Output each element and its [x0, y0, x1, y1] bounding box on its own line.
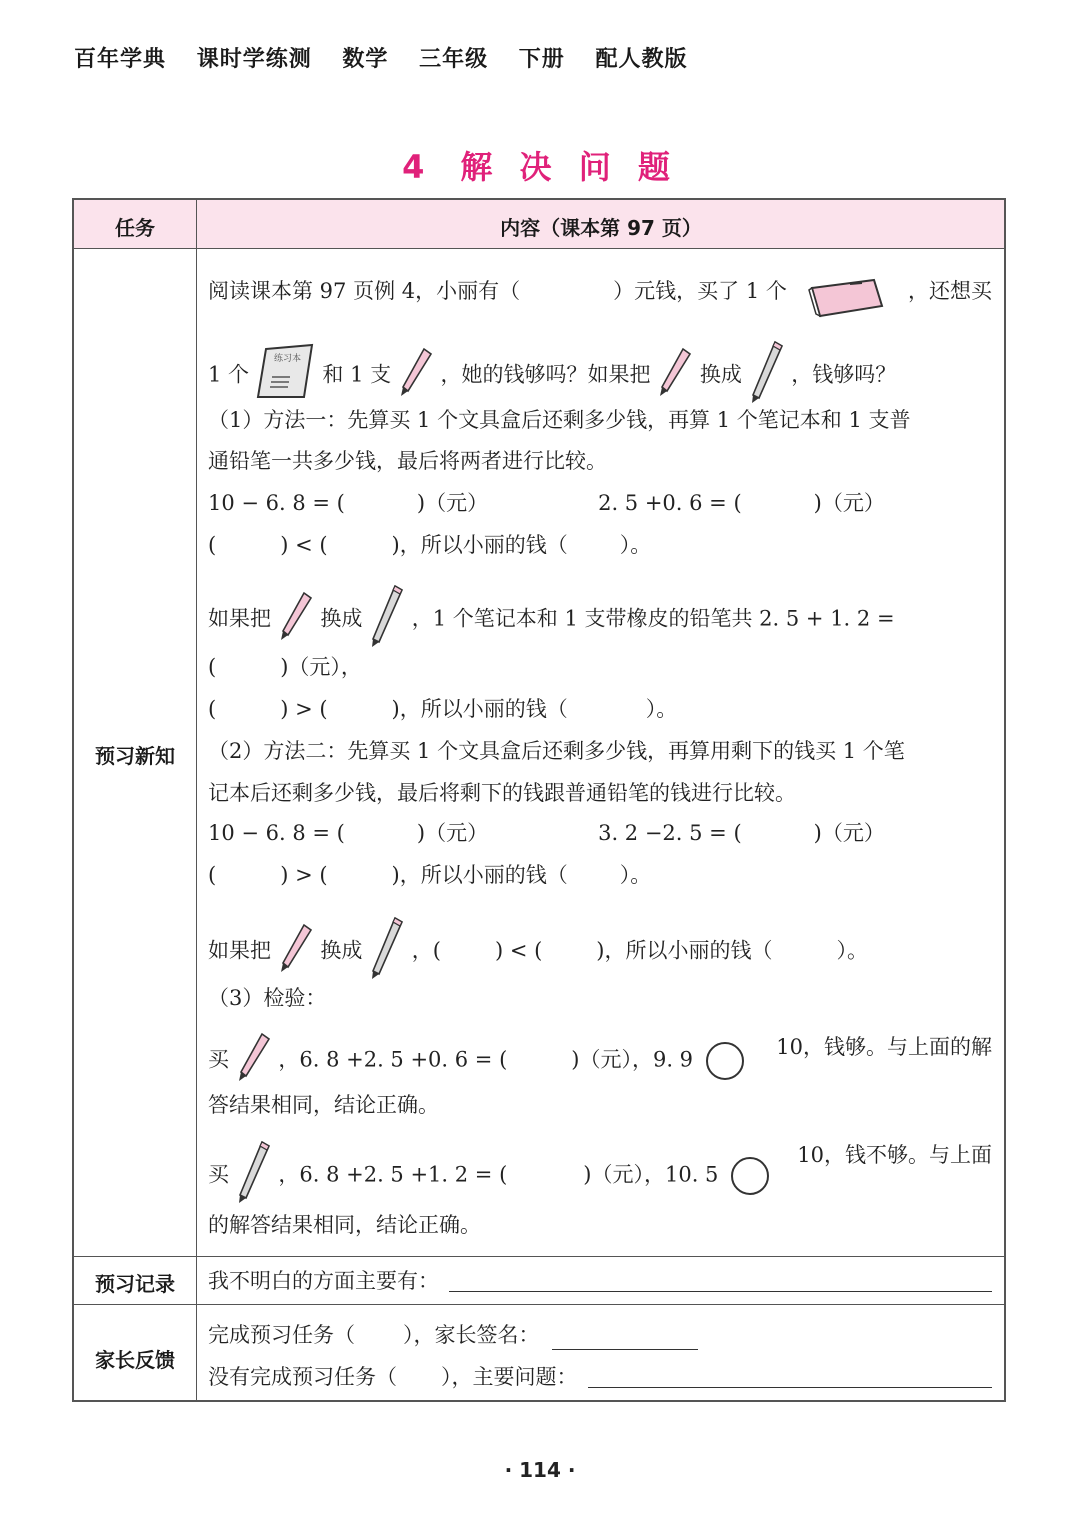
text: ( — [208, 697, 217, 721]
eraser-pencil-icon — [236, 1140, 272, 1212]
content-line: （2）方法二：先算买 1 个文具盒后还剩多少钱，再算用剩下的钱买 1 个笔 — [208, 739, 905, 763]
header-item: 三年级 — [419, 47, 489, 72]
text: ( — [208, 863, 217, 887]
content-line — [208, 1032, 992, 1090]
eraser-pencil-icon — [749, 340, 785, 412]
text: ，6. 8 +2. 5 +1. 2 = ( — [278, 1162, 508, 1187]
content-line — [208, 652, 992, 682]
text: 没有完成预习任务（ — [208, 1365, 397, 1389]
text: 和 1 支 — [322, 362, 392, 387]
head-content: 内容（课本第 97 页） — [500, 216, 702, 240]
content-line — [208, 694, 992, 724]
text: 买 — [208, 1162, 229, 1187]
pencil-icon — [278, 591, 314, 649]
text: 1 个 — [208, 362, 250, 387]
text: ，6. 8 +2. 5 +0. 6 = ( — [278, 1047, 508, 1072]
text: ，钱够吗？ — [791, 362, 897, 387]
record-label: 我不明白的方面主要有： — [208, 1269, 439, 1293]
text: 2. 5 +0. 6 = ( — [598, 491, 742, 515]
lesson-table — [72, 198, 1006, 1402]
text: ) < ( — [494, 938, 543, 963]
content-line — [208, 818, 992, 848]
content-line — [208, 276, 992, 328]
text: ) < ( — [280, 533, 328, 557]
pencil-icon — [236, 1032, 272, 1090]
text: ，她的钱够吗？如果把 — [440, 362, 651, 387]
text: ) > ( — [280, 863, 328, 887]
content-line: （3）检验： — [208, 986, 327, 1010]
text: )（元）， — [280, 655, 362, 679]
header-item: 课时学练测 — [196, 47, 312, 72]
text: )（元），9. 9 — [571, 1047, 694, 1072]
record-input-line[interactable] — [449, 1269, 992, 1292]
text: 10，钱够。与上面的解 — [776, 1035, 992, 1059]
text: ）。 — [645, 697, 678, 721]
text: ( — [208, 655, 217, 679]
text: 换成 — [320, 606, 363, 631]
header-item: 百年学典 — [74, 47, 167, 72]
text: )，所以小丽的钱（ — [596, 938, 773, 963]
text: ）。 — [619, 863, 652, 887]
head-task: 任务 — [115, 216, 155, 240]
content-line: 的解答结果相同，结论正确。 — [208, 1213, 481, 1237]
compare-circle[interactable] — [706, 1042, 744, 1080]
content-line — [208, 860, 992, 890]
compare-circle[interactable] — [731, 1157, 769, 1195]
text: 完成预习任务（ — [208, 1323, 355, 1347]
content-line: 记本后还剩多少钱，最后将剩下的钱跟普通铅笔的钱进行比较。 — [208, 781, 796, 805]
eraser-pencil-icon — [369, 584, 405, 656]
text: 换成 — [699, 362, 742, 387]
text: )，所以小丽的钱（ — [391, 697, 568, 721]
text: ( — [208, 533, 217, 557]
text: )（元） — [416, 821, 489, 845]
header-item: 配人教版 — [595, 47, 688, 72]
feedback-line — [208, 1362, 992, 1392]
text: 换成 — [320, 938, 363, 963]
row-label-preview: 预习新知 — [95, 744, 175, 768]
content-line: 通铅笔一共多少钱，最后将两者进行比较。 — [208, 449, 607, 473]
text: 10 − 6. 8 = ( — [208, 821, 345, 845]
row-label-feedback: 家长反馈 — [95, 1348, 175, 1372]
text: ）。 — [619, 533, 652, 557]
text: 如果把 — [208, 938, 271, 963]
problem-input-line[interactable] — [588, 1365, 993, 1388]
content-line — [208, 1140, 992, 1212]
page-title — [0, 142, 1080, 188]
row-divider — [74, 1304, 1004, 1305]
text: 10 − 6. 8 = ( — [208, 491, 345, 515]
text: 3. 2 −2. 5 = ( — [598, 821, 742, 845]
content-line — [208, 530, 992, 560]
notebook-label: 练习本 — [273, 354, 301, 364]
content-line: 答结果相同，结论正确。 — [208, 1093, 439, 1117]
content-line — [208, 584, 992, 656]
row-divider — [74, 248, 1004, 249]
text: ，( — [411, 938, 441, 963]
text: ，还想买 — [907, 279, 992, 303]
text: 买 — [208, 1047, 229, 1072]
content-line — [208, 340, 992, 412]
text: 如果把 — [208, 606, 271, 631]
text: ，1 个笔记本和 1 支带橡皮的铅笔共 2. 5 + 1. 2 = — [411, 606, 895, 631]
header-item: 数学 — [342, 47, 389, 72]
page-number: · 114 · — [504, 1458, 576, 1482]
content-line — [208, 916, 992, 988]
record-line — [208, 1266, 992, 1296]
row-divider — [74, 1256, 1004, 1257]
content-line: （1）方法一：先算买 1 个文具盒后还剩多少钱，再算 1 个笔记本和 1 支普 — [208, 408, 911, 432]
text: ) > ( — [280, 697, 328, 721]
row-label-record: 预习记录 — [95, 1272, 175, 1296]
eraser-pencil-icon — [369, 916, 405, 988]
notebook-icon — [256, 343, 316, 409]
pencil-box-icon — [808, 276, 886, 328]
text: ）。 — [836, 938, 868, 963]
header-item: 下册 — [518, 47, 565, 72]
book-header — [74, 42, 709, 73]
title-number: 4 — [402, 148, 433, 186]
text: 10，钱不够。与上面 — [797, 1143, 992, 1167]
text: ），主要问题： — [441, 1365, 578, 1389]
title-text: 解 决 问 题 — [460, 148, 678, 186]
feedback-line — [208, 1320, 992, 1350]
column-divider — [196, 200, 197, 1400]
content-line — [208, 488, 992, 518]
text: ），家长签名： — [403, 1323, 540, 1347]
parent-signature-line[interactable] — [552, 1327, 698, 1350]
pencil-icon — [657, 347, 693, 405]
text: )（元） — [416, 491, 489, 515]
text: )（元） — [813, 491, 885, 515]
pencil-icon — [398, 347, 434, 405]
text: 阅读课本第 97 页例 4，小丽有（ — [208, 279, 521, 303]
text: )，所以小丽的钱（ — [391, 863, 568, 887]
text: )（元），10. 5 — [583, 1162, 719, 1187]
text: )，所以小丽的钱（ — [391, 533, 568, 557]
pencil-icon — [278, 923, 314, 981]
text: ）元钱，买了 1 个 — [613, 279, 787, 303]
text: )（元） — [813, 821, 885, 845]
